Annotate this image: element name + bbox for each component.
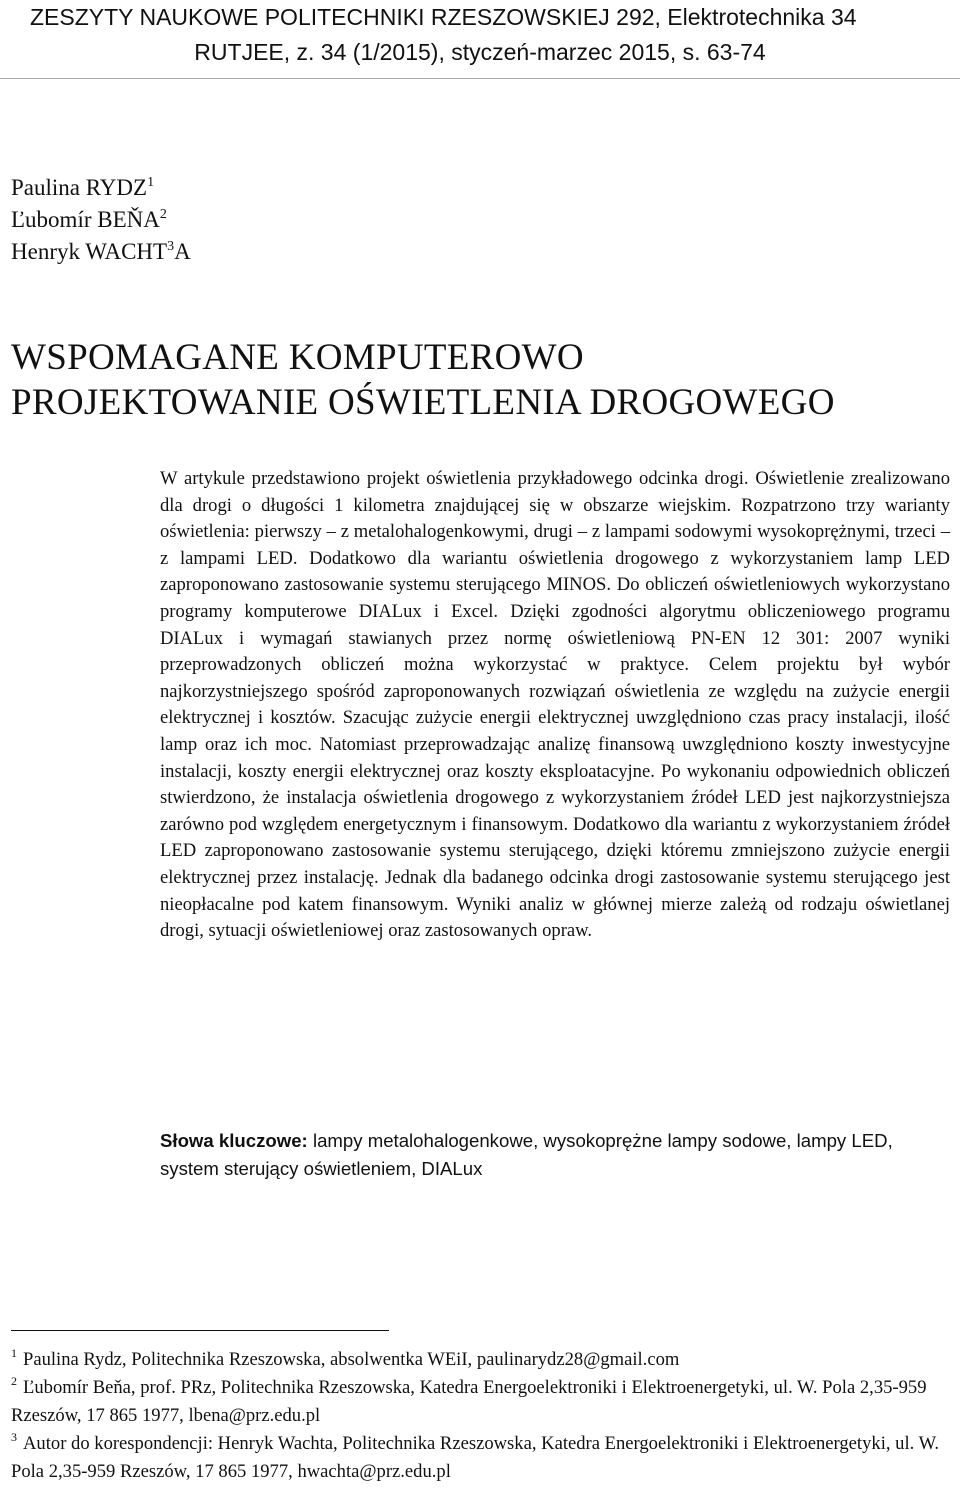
footnote-text: Ľubomír Beňa, prof. PRz, Politechnika Rzeszowska, Katedra Energoelektroniki i Elektroenergetyki, ul. W. Pola 2,35-959 Rzeszów, 17 865 1977, lbena@prz.edu.pl [11, 1377, 927, 1426]
journal-header-line-2: RUTJEE, z. 34 (1/2015), styczeń-marzec 2015, s. 63-74 [194, 39, 766, 65]
footnote-number: 3 [11, 1430, 17, 1444]
author-2 [11, 204, 191, 236]
footnote-3 [11, 1430, 941, 1486]
footnote-2 [11, 1374, 941, 1430]
footnote-number: 2 [11, 1374, 17, 1388]
footnote-text: Paulina Rydz, Politechnika Rzeszowska, absolwentka WEiI, paulinarydz28@gmail.com [23, 1349, 680, 1370]
author-affiliation-mark: 1 [147, 175, 155, 190]
keywords-text: lampy metalohalogenkowe, wysokoprężne lampy sodowe, lampy LED, system sterujący oświetleniem, DIALux [160, 1130, 893, 1179]
author-name: Ľubomír BEŇA [11, 207, 160, 232]
author-1 [11, 172, 191, 204]
footnote-rule [11, 1330, 389, 1331]
author-affiliation-mark: 3 [167, 239, 175, 254]
journal-header-line-1: ZESZYTY NAUKOWE POLITECHNIKI RZESZOWSKIEJ 292, Elektrotechnika 34 [30, 4, 857, 30]
author-3 [11, 236, 191, 268]
footnotes [11, 1346, 941, 1486]
footnote-text: Autor do korespondencji: Henryk Wachta, Politechnika Rzeszowska, Katedra Energoelektroniki i Elektroenergetyki, ul. W. Pola 2,35-959 Rzeszów, 17 865 1977, hwachta@prz.edu.pl [11, 1433, 940, 1482]
paper-title [11, 335, 835, 425]
author-affiliation-mark: 2 [159, 207, 167, 222]
footnote-1 [11, 1346, 941, 1374]
paper-title-line-2: PROJEKTOWANIE OŚWIETLENIA DROGOWEGO [11, 382, 835, 423]
author-list [11, 172, 191, 268]
corresponding-author-mark: A [174, 239, 191, 264]
keywords-label: Słowa kluczowe: [160, 1130, 308, 1151]
abstract: W artykule przedstawiono projekt oświetlenia przykładowego odcinka drogi. Oświetlenie zrealizowano dla drogi o długości 1 kilometra znajdującej się w obszarze wiejskim. Rozpatrzono trzy warianty oświetlenia: pierwszy – z metalohalogenkowymi, drugi – z lampami sodowymi wysokoprężnymi, trzeci – z lampami LED. Dodatkowo dla wariantu oświetlenia drogowego z wykorzystaniem lamp LED zaproponowano zastosowanie systemu sterującego MINOS. Do obliczeń oświetleniowych wykorzystano programy komputerowe DIALux i Excel. Dzięki zgodności algorytmu obliczeniowego programu DIALux i wymagań stawianych przez normę oświetleniową PN-EN 12 301: 2007 wyniki przeprowadzonych obliczeń można wykorzystać w praktyce. Celem projektu był wybór najkorzystniejszego spośród zaproponowanych rozwiązań oświetlenia ze względu na zużycie energii elektrycznej i kosztów. Szacując zużycie energii elektrycznej uwzględniono czas pracy instalacji, ilość lamp oraz ich moc. Natomiast przeprowadzając analizę finansową uwzględniono koszty inwestycyjne instalacji, koszty energii elektrycznej oraz koszty eksploatacyjne. Po wykonaniu odpowiednich obliczeń stwierdzono, że instalacja oświetlenia drogowego z wykorzystaniem źródeł LED jest najkorzystniejsza zarówno pod względem energetycznym i finansowym. Dodatkowo dla wariantu z wykorzystaniem źródeł LED zaproponowano zastosowanie systemu sterującego, dzięki któremu zmniejszono zużycie energii elektrycznej przez instalację. Jednak dla badanego odcinka drogi zastosowanie systemu sterującego jest nieopłacalne pod katem finansowym. Wyniki analiz w głównej mierze zależą od rodzaju oświetlanej drogi, sytuacji oświetleniowej oraz zastosowanych opraw. [160, 468, 950, 942]
keywords [160, 1127, 950, 1183]
author-name: Paulina RYDZ [11, 175, 148, 200]
author-name: Henryk WACHT [11, 239, 168, 264]
footnote-number: 1 [11, 1346, 17, 1360]
paper-title-line-1: WSPOMAGANE KOMPUTEROWO [11, 337, 584, 378]
journal-header [0, 0, 960, 79]
